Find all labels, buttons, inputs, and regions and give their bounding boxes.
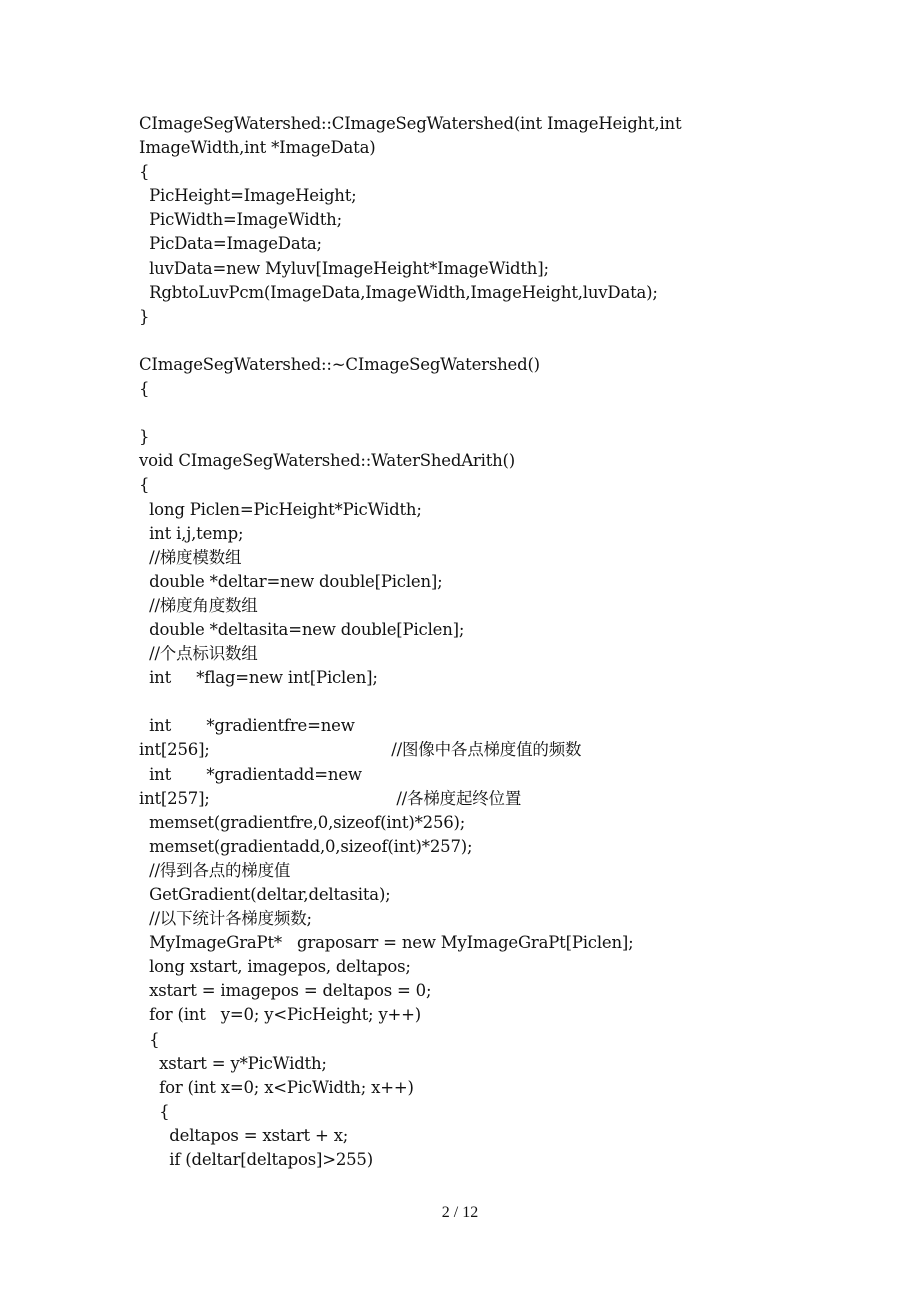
code-line: //个点标识数组 [139, 644, 258, 664]
code-line: MyImageGraPt* graposarr = new MyImageGraPt[Piclen]; [139, 933, 634, 953]
code-line: if (deltar[deltapos]>255) [139, 1150, 373, 1170]
page-number: 2 / 12 [441, 1204, 479, 1221]
code-line: long xstart, imagepos, deltapos; [139, 957, 411, 977]
code-line: int *flag=new int[Piclen]; [139, 668, 378, 688]
code-line: GetGradient(deltar,deltasita); [139, 885, 391, 904]
code-line: int[256]; //图像中各点梯度值的频数 [139, 740, 582, 760]
code-line: PicData=ImageData; [139, 234, 322, 254]
code-line [139, 401, 799, 425]
code-line: ImageWidth,int *ImageData) [139, 138, 376, 158]
code-line: RgbtoLuvPcm(ImageData,ImageWidth,ImageHeight,luvData); [139, 282, 658, 302]
code-line: deltapos = xstart + x; [139, 1125, 349, 1145]
code-line: int[257]; //各梯度起终位置 [139, 788, 522, 808]
code-line: xstart = y*PicWidth; [139, 1053, 327, 1073]
code-line: double *deltar=new double[Piclen]; [139, 571, 443, 591]
code-line: { [139, 379, 150, 399]
code-line: } [139, 427, 150, 447]
code-line: int *gradientfre=new [139, 716, 355, 736]
code-block [139, 112, 799, 1172]
code-line: PicWidth=ImageWidth; [139, 210, 342, 230]
code-line: CImageSegWatershed::~CImageSegWatershed() [139, 354, 540, 374]
code-line: memset(gradientfre,0,sizeof(int)*256); [139, 812, 466, 832]
code-line [139, 329, 799, 353]
code-line: for (int y=0; y<PicHeight; y++) [139, 1005, 422, 1025]
code-line: for (int x=0; x<PicWidth; x++) [139, 1077, 414, 1097]
code-line: //梯度角度数组 [139, 595, 258, 615]
code-line: int i,j,temp; [139, 523, 244, 543]
code-line: //以下统计各梯度频数; [139, 909, 312, 929]
code-line: xstart = imagepos = deltapos = 0; [139, 981, 432, 1001]
code-line: double *deltasita=new double[Piclen]; [139, 619, 465, 639]
code-line: memset(gradientadd,0,sizeof(int)*257); [139, 836, 473, 856]
code-line: PicHeight=ImageHeight; [139, 186, 357, 206]
code-line: void CImageSegWatershed::WaterShedArith() [139, 451, 516, 471]
code-line: //梯度模数组 [139, 547, 242, 567]
code-line: int *gradientadd=new [139, 764, 362, 784]
code-line: } [139, 306, 150, 326]
code-line: { [139, 1029, 160, 1049]
code-line: { [139, 1101, 170, 1121]
code-line: { [139, 162, 150, 182]
code-line: luvData=new Myluv[ImageHeight*ImageWidth]; [139, 258, 549, 278]
code-line: CImageSegWatershed::CImageSegWatershed(int ImageHeight,int [139, 114, 682, 133]
code-line: //得到各点的梯度值 [139, 860, 291, 880]
code-line: long Piclen=PicHeight*PicWidth; [139, 499, 422, 519]
code-line: { [139, 475, 150, 495]
code-line [139, 690, 799, 714]
